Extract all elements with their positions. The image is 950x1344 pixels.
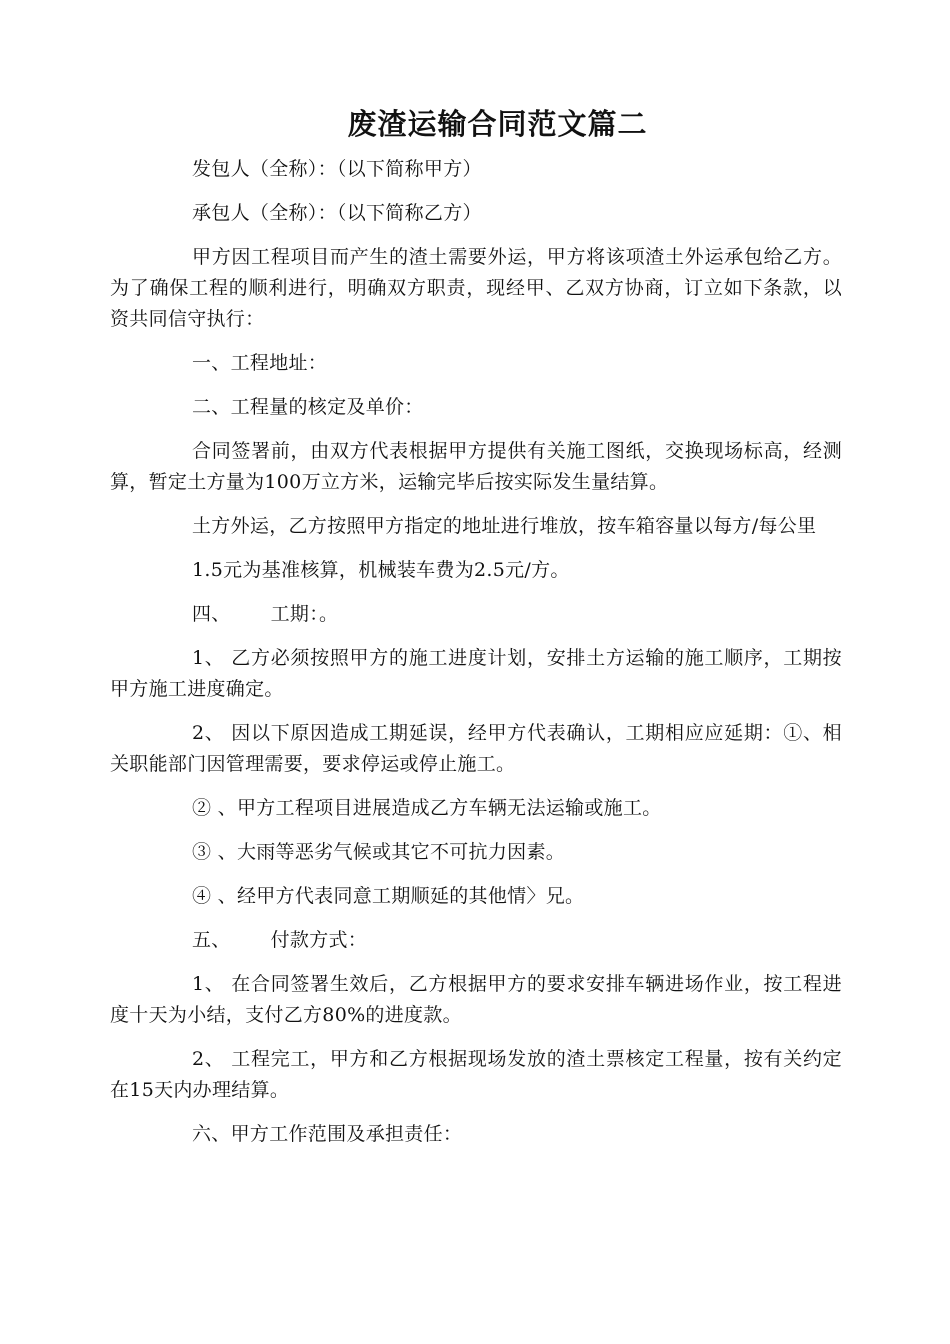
section-4-number: 四、 [192,603,231,625]
quantity-paragraph: 合同签署前，由双方代表根据甲方提供有关施工图纸，交换现场标高，经测算，暂定土方量为100万立方米，运输完毕后按实际发生量结算。 [110,440,842,493]
delay-reason-3: ③ 、大雨等恶劣气候或其它不可抗力因素。 [192,841,566,863]
section-5-number: 五、 [192,929,231,951]
section-1-heading: 一、工程地址： [192,352,328,374]
transport-paragraph: 土方外运，乙方按照甲方指定的地址进行堆放，按车箱容量以每方/每公里 [192,515,817,537]
preamble-paragraph: 甲方因工程项目而产生的渣土需要外运，甲方将该项渣土外运承包给乙方。为了确保工程的顺利进行，明确双方职责，现经甲、乙双方协商，订立如下条款，以资共同信守执行： [110,246,842,330]
section-4-label: 工期：。 [270,603,339,625]
party-a-line: 发包人（全称）：（以下简称甲方） [192,158,482,180]
document-body [110,154,842,1150]
schedule-item-2: 2、 因以下原因造成工期延误，经甲方代表确认，工期相应应延期：①、相关职能部门因管理需要，要求停运或停止施工。 [110,722,842,775]
price-paragraph: 1.5元为基准核算，机械装车费为2.5元/方。 [192,559,570,581]
party-b-line: 承包人（全称）：（以下简称乙方） [192,202,482,224]
document-title: 废渣运输合同范文篇二 [347,107,648,141]
section-2-heading: 二、工程量的核定及单价： [192,396,424,418]
section-6-heading: 六、甲方工作范围及承担责任： [192,1123,463,1145]
section-5-label: 付款方式： [270,929,368,951]
payment-item-1: 1、 在合同签署生效后，乙方根据甲方的要求安排车辆进场作业，按工程进度十天为小结，支付乙方80%的进度款。 [110,973,842,1026]
delay-reason-2: ② 、甲方工程项目进展造成乙方车辆无法运输或施工。 [192,797,662,819]
schedule-item-1: 1、 乙方必须按照甲方的施工进度计划，安排土方运输的施工顺序，工期按甲方施工进度确定。 [110,647,842,700]
delay-reason-4: ④ 、经甲方代表同意工期顺延的其他情〉兄。 [192,885,585,907]
payment-item-2: 2、 工程完工，甲方和乙方根据现场发放的渣土票核定工程量，按有关约定在15天内办理结算。 [110,1048,842,1101]
section-5-heading [110,925,842,956]
section-4-heading [110,599,842,630]
